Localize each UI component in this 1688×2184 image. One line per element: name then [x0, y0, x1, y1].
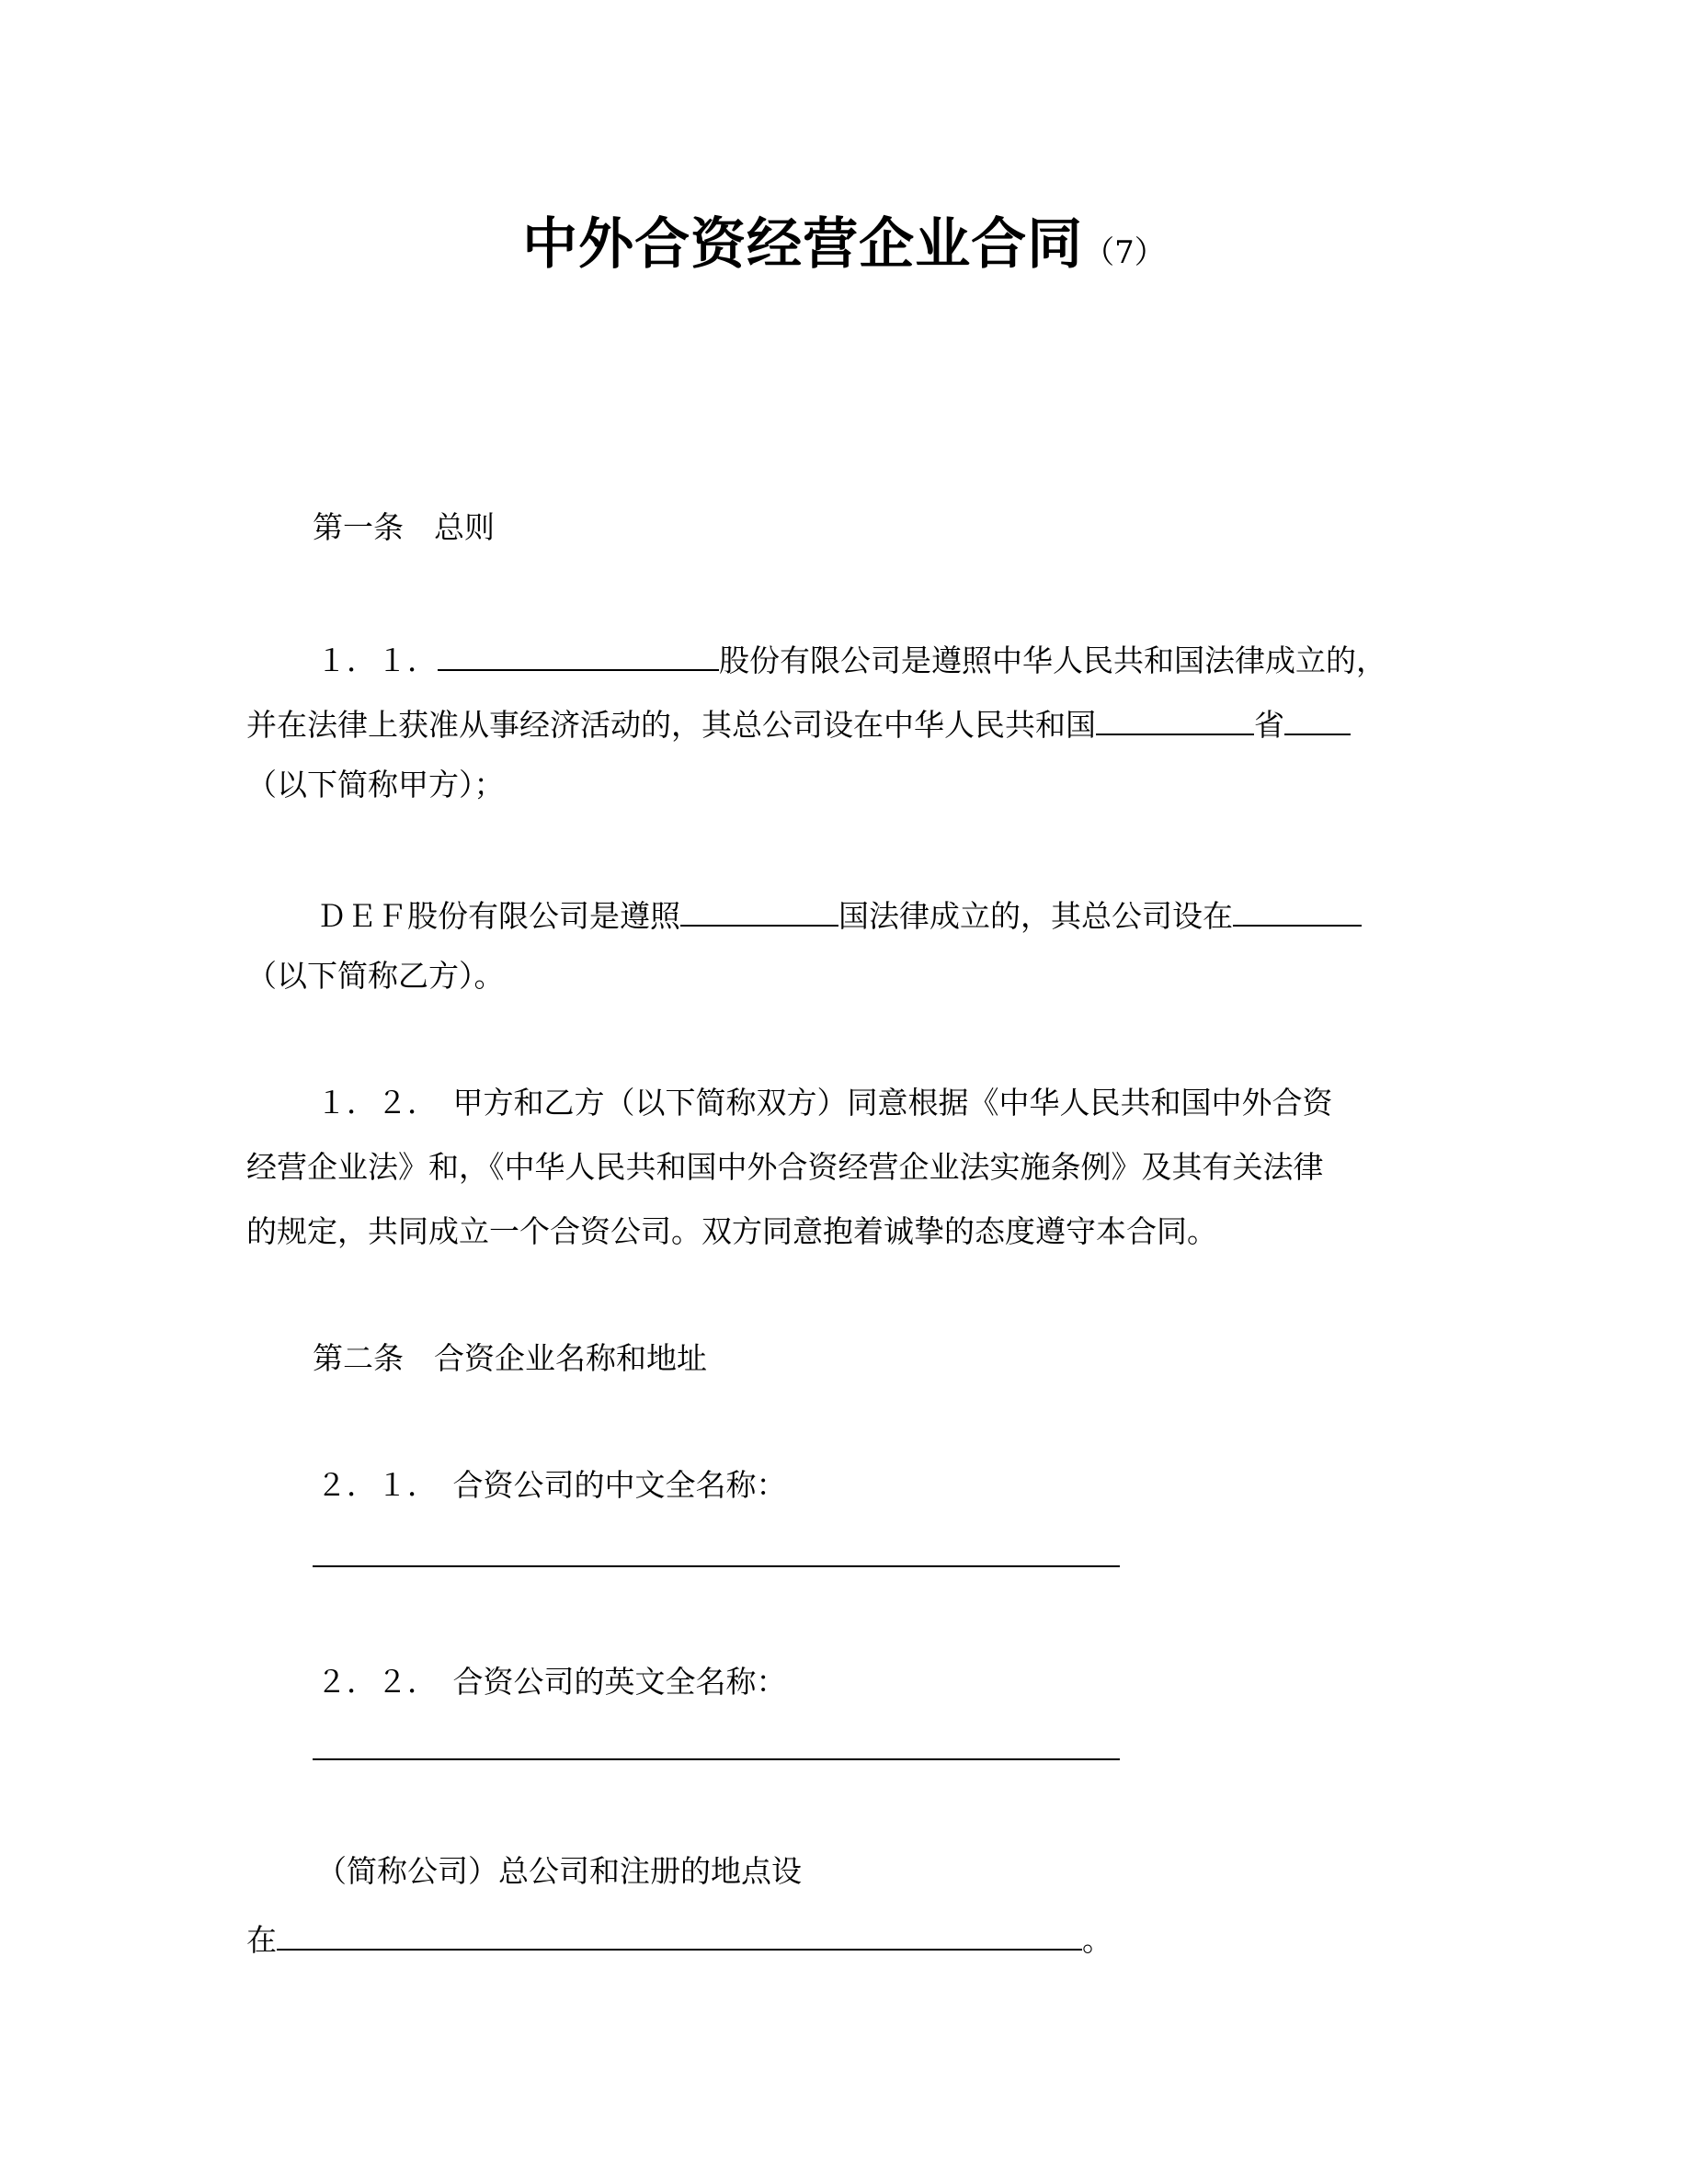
article2-heading: 第二条 合资企业名称和地址	[313, 1340, 707, 1376]
address-prefix: 在	[246, 1922, 277, 1958]
clause-1-1-number: １．１．	[316, 643, 438, 678]
clause-1-1-line1	[316, 638, 1386, 679]
english-name-blank	[313, 1758, 1120, 1760]
country-blank	[1096, 702, 1254, 735]
clause-2-2: ２．２． 合资公司的英文全名称：	[316, 1664, 787, 1700]
company-name-blank	[438, 638, 719, 671]
clause-1-1-line2-text: 并在法律上获准从事经济活动的，其总公司设在中华人民共和国	[246, 707, 1096, 743]
def-party-text2: 国法律成立的，其总公司设在	[838, 898, 1233, 934]
document-title	[0, 200, 1688, 279]
clause-1-1-text: 股份有限公司是遵照中华人民共和国法律成立的，	[719, 643, 1386, 678]
address-line2	[246, 1917, 1112, 1959]
address-suffix: 。	[1082, 1922, 1112, 1958]
clause-1-2-line1: １．２． 甲方和乙方（以下简称双方）同意根据《中华人民共和国中外合资	[316, 1085, 1333, 1120]
address-blank	[277, 1917, 1082, 1951]
clause-1-1-line2	[246, 702, 1351, 744]
clause-1-2-line2: 经营企业法》和，《中华人民共和国中外合资经营企业法实施条例》及其有关法律	[246, 1149, 1324, 1185]
clause-2-1: ２．１． 合资公司的中文全名称：	[316, 1467, 787, 1503]
def-party-line2: （以下简称乙方）。	[246, 958, 505, 994]
title-main: 中外合资经营企业合同	[522, 212, 1084, 277]
article1-heading: 第一条 总则	[313, 509, 495, 545]
def-party-line1	[316, 893, 1362, 935]
chinese-name-blank	[313, 1565, 1120, 1567]
province-blank	[1284, 702, 1351, 735]
address-line1: （简称公司）总公司和注册的地点设	[316, 1853, 802, 1889]
province-label: 省	[1254, 707, 1284, 743]
def-party-text1: ＤＥＦ股份有限公司是遵照	[316, 898, 680, 934]
title-suffix: （7）	[1083, 234, 1166, 271]
def-hq-blank	[1233, 893, 1362, 927]
def-country-blank	[680, 893, 838, 927]
clause-1-2-line3: 的规定，共同成立一个合资公司。双方同意抱着诚挚的态度遵守本合同。	[246, 1213, 1217, 1249]
clause-1-1-line3: （以下简称甲方）；	[246, 767, 505, 802]
